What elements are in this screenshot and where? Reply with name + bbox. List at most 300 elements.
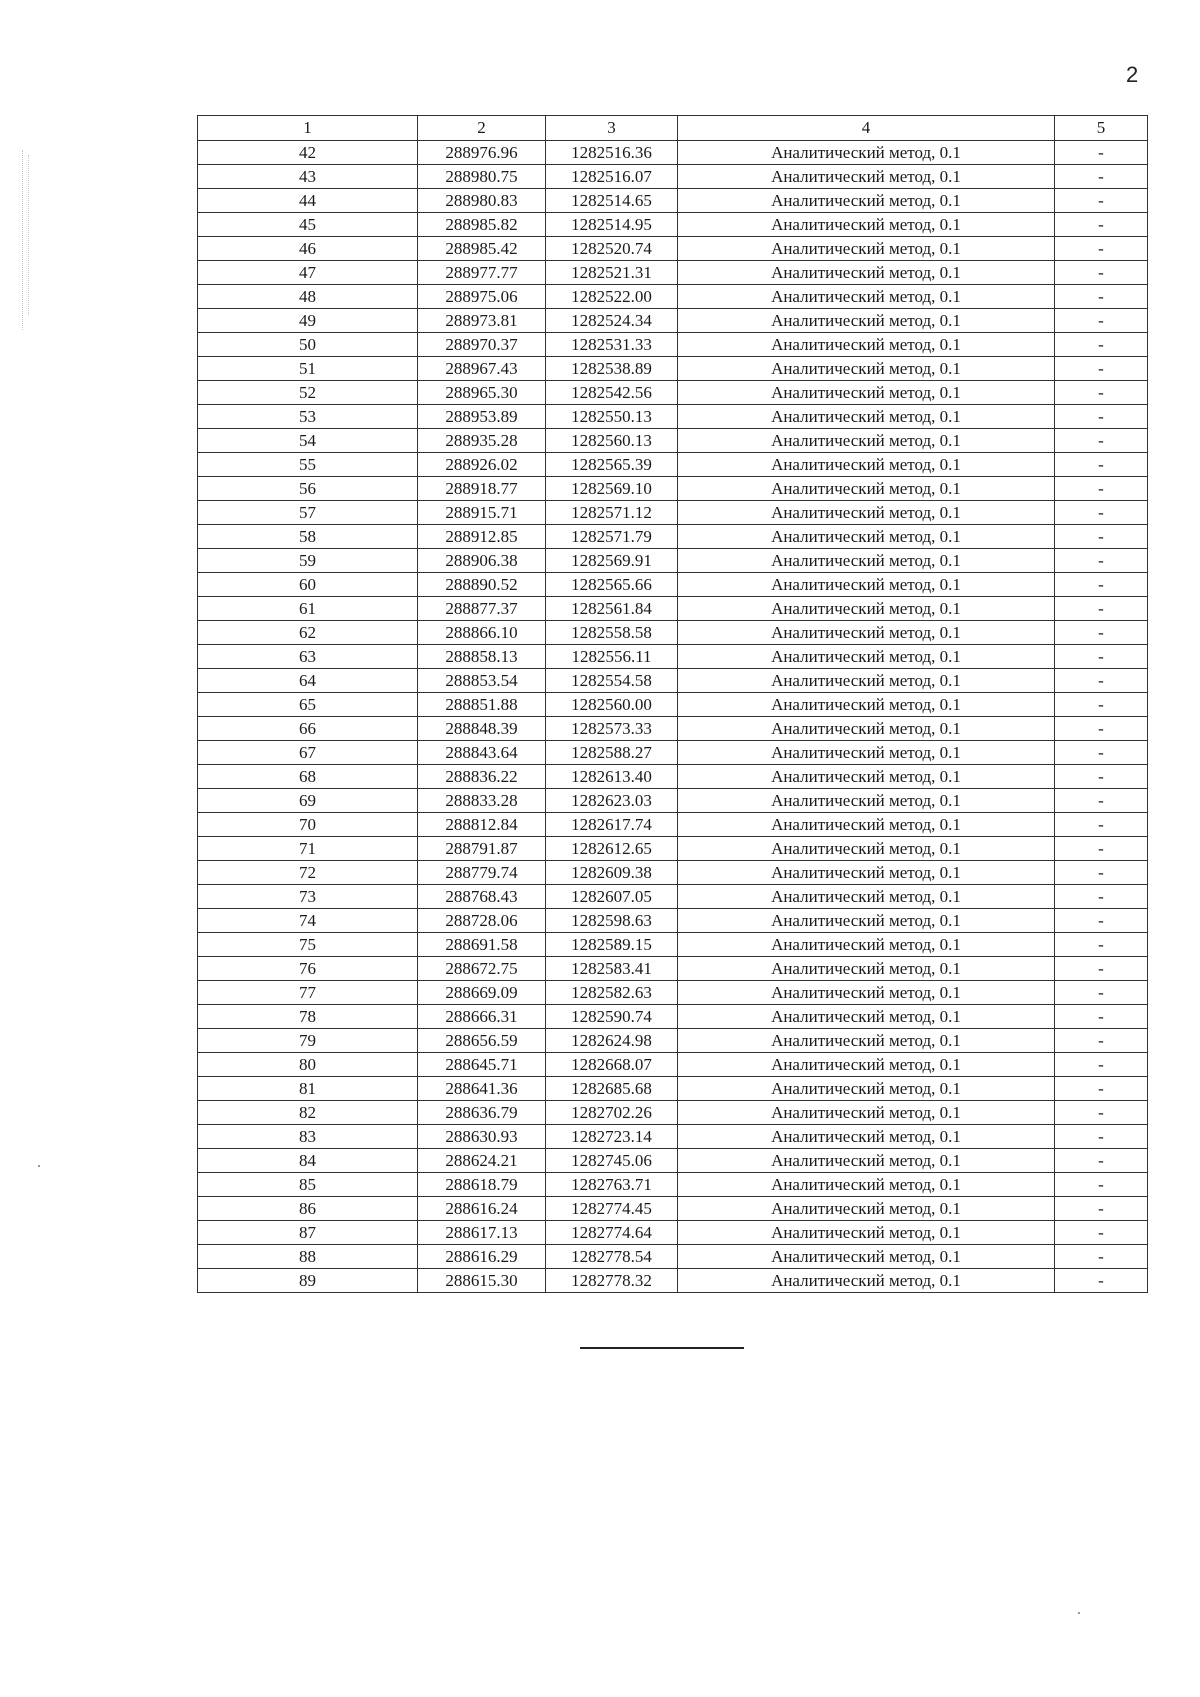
method-cell: Аналитический метод, 0.1 <box>678 333 1055 357</box>
y-coordinate-cell: 1282516.36 <box>546 141 678 165</box>
method-cell: Аналитический метод, 0.1 <box>678 261 1055 285</box>
point-number-cell: 47 <box>198 261 418 285</box>
x-coordinate-cell: 288636.79 <box>418 1101 546 1125</box>
point-number-cell: 87 <box>198 1221 418 1245</box>
x-coordinate-cell: 288645.71 <box>418 1053 546 1077</box>
method-cell: Аналитический метод, 0.1 <box>678 501 1055 525</box>
table-row <box>198 573 1148 597</box>
x-coordinate-cell: 288836.22 <box>418 765 546 789</box>
point-number-cell: 67 <box>198 741 418 765</box>
description-cell: - <box>1055 933 1148 957</box>
table-row <box>198 357 1148 381</box>
method-cell: Аналитический метод, 0.1 <box>678 837 1055 861</box>
point-number-cell: 80 <box>198 1053 418 1077</box>
y-coordinate-cell: 1282763.71 <box>546 1173 678 1197</box>
table-row <box>198 693 1148 717</box>
y-coordinate-cell: 1282623.03 <box>546 789 678 813</box>
description-cell: - <box>1055 645 1148 669</box>
table-row <box>198 1149 1148 1173</box>
point-number-cell: 49 <box>198 309 418 333</box>
y-coordinate-cell: 1282569.91 <box>546 549 678 573</box>
table-row <box>198 861 1148 885</box>
description-cell: - <box>1055 501 1148 525</box>
table-row <box>198 429 1148 453</box>
point-number-cell: 51 <box>198 357 418 381</box>
y-coordinate-cell: 1282558.58 <box>546 621 678 645</box>
point-number-cell: 64 <box>198 669 418 693</box>
table-row <box>198 381 1148 405</box>
column-header-y: 3 <box>546 116 678 141</box>
point-number-cell: 66 <box>198 717 418 741</box>
table-row <box>198 1053 1148 1077</box>
y-coordinate-cell: 1282524.34 <box>546 309 678 333</box>
method-cell: Аналитический метод, 0.1 <box>678 1269 1055 1293</box>
point-number-cell: 74 <box>198 909 418 933</box>
y-coordinate-cell: 1282571.12 <box>546 501 678 525</box>
point-number-cell: 78 <box>198 1005 418 1029</box>
point-number-cell: 43 <box>198 165 418 189</box>
point-number-cell: 76 <box>198 957 418 981</box>
method-cell: Аналитический метод, 0.1 <box>678 981 1055 1005</box>
point-number-cell: 58 <box>198 525 418 549</box>
scan-edge-marks <box>28 155 30 315</box>
method-cell: Аналитический метод, 0.1 <box>678 1005 1055 1029</box>
description-cell: - <box>1055 549 1148 573</box>
point-number-cell: 42 <box>198 141 418 165</box>
point-number-cell: 48 <box>198 285 418 309</box>
x-coordinate-cell: 288630.93 <box>418 1125 546 1149</box>
method-cell: Аналитический метод, 0.1 <box>678 357 1055 381</box>
description-cell: - <box>1055 885 1148 909</box>
x-coordinate-cell: 288656.59 <box>418 1029 546 1053</box>
y-coordinate-cell: 1282565.66 <box>546 573 678 597</box>
y-coordinate-cell: 1282542.56 <box>546 381 678 405</box>
y-coordinate-cell: 1282571.79 <box>546 525 678 549</box>
end-of-document-line <box>580 1347 744 1349</box>
table-row <box>198 957 1148 981</box>
table-row <box>198 909 1148 933</box>
y-coordinate-cell: 1282745.06 <box>546 1149 678 1173</box>
x-coordinate-cell: 288970.37 <box>418 333 546 357</box>
method-cell: Аналитический метод, 0.1 <box>678 861 1055 885</box>
table-row <box>198 405 1148 429</box>
table-row <box>198 285 1148 309</box>
x-coordinate-cell: 288624.21 <box>418 1149 546 1173</box>
y-coordinate-cell: 1282565.39 <box>546 453 678 477</box>
description-cell: - <box>1055 429 1148 453</box>
table-row <box>198 501 1148 525</box>
description-cell: - <box>1055 861 1148 885</box>
y-coordinate-cell: 1282520.74 <box>546 237 678 261</box>
point-number-cell: 65 <box>198 693 418 717</box>
x-coordinate-cell: 288691.58 <box>418 933 546 957</box>
description-cell: - <box>1055 1173 1148 1197</box>
table-row <box>198 1101 1148 1125</box>
description-cell: - <box>1055 165 1148 189</box>
x-coordinate-cell: 288851.88 <box>418 693 546 717</box>
description-cell: - <box>1055 213 1148 237</box>
method-cell: Аналитический метод, 0.1 <box>678 885 1055 909</box>
y-coordinate-cell: 1282554.58 <box>546 669 678 693</box>
description-cell: - <box>1055 381 1148 405</box>
x-coordinate-cell: 288843.64 <box>418 741 546 765</box>
method-cell: Аналитический метод, 0.1 <box>678 429 1055 453</box>
description-cell: - <box>1055 1221 1148 1245</box>
point-number-cell: 53 <box>198 405 418 429</box>
x-coordinate-cell: 288890.52 <box>418 573 546 597</box>
description-cell: - <box>1055 909 1148 933</box>
method-cell: Аналитический метод, 0.1 <box>678 789 1055 813</box>
method-cell: Аналитический метод, 0.1 <box>678 165 1055 189</box>
table-row <box>198 261 1148 285</box>
x-coordinate-cell: 288985.82 <box>418 213 546 237</box>
description-cell: - <box>1055 1005 1148 1029</box>
x-coordinate-cell: 288866.10 <box>418 621 546 645</box>
point-number-cell: 71 <box>198 837 418 861</box>
x-coordinate-cell: 288985.42 <box>418 237 546 261</box>
method-cell: Аналитический метод, 0.1 <box>678 1077 1055 1101</box>
point-number-cell: 88 <box>198 1245 418 1269</box>
table-row <box>198 1197 1148 1221</box>
page-number: 2 <box>1126 62 1139 87</box>
x-coordinate-cell: 288616.29 <box>418 1245 546 1269</box>
x-coordinate-cell: 288877.37 <box>418 597 546 621</box>
y-coordinate-cell: 1282613.40 <box>546 765 678 789</box>
description-cell: - <box>1055 717 1148 741</box>
y-coordinate-cell: 1282531.33 <box>546 333 678 357</box>
point-number-cell: 89 <box>198 1269 418 1293</box>
y-coordinate-cell: 1282538.89 <box>546 357 678 381</box>
method-cell: Аналитический метод, 0.1 <box>678 1029 1055 1053</box>
y-coordinate-cell: 1282556.11 <box>546 645 678 669</box>
method-cell: Аналитический метод, 0.1 <box>678 597 1055 621</box>
x-coordinate-cell: 288768.43 <box>418 885 546 909</box>
point-number-cell: 69 <box>198 789 418 813</box>
y-coordinate-cell: 1282778.54 <box>546 1245 678 1269</box>
point-number-cell: 63 <box>198 645 418 669</box>
y-coordinate-cell: 1282607.05 <box>546 885 678 909</box>
table-row <box>198 213 1148 237</box>
y-coordinate-cell: 1282588.27 <box>546 741 678 765</box>
point-number-cell: 61 <box>198 597 418 621</box>
method-cell: Аналитический метод, 0.1 <box>678 549 1055 573</box>
point-number-cell: 50 <box>198 333 418 357</box>
method-cell: Аналитический метод, 0.1 <box>678 573 1055 597</box>
y-coordinate-cell: 1282723.14 <box>546 1125 678 1149</box>
description-cell: - <box>1055 1077 1148 1101</box>
point-number-cell: 84 <box>198 1149 418 1173</box>
description-cell: - <box>1055 789 1148 813</box>
method-cell: Аналитический метод, 0.1 <box>678 453 1055 477</box>
description-cell: - <box>1055 285 1148 309</box>
y-coordinate-cell: 1282560.00 <box>546 693 678 717</box>
method-cell: Аналитический метод, 0.1 <box>678 213 1055 237</box>
point-number-cell: 52 <box>198 381 418 405</box>
y-coordinate-cell: 1282598.63 <box>546 909 678 933</box>
description-cell: - <box>1055 573 1148 597</box>
x-coordinate-cell: 288976.96 <box>418 141 546 165</box>
x-coordinate-cell: 288858.13 <box>418 645 546 669</box>
x-coordinate-cell: 288906.38 <box>418 549 546 573</box>
table-row <box>198 1245 1148 1269</box>
table-header-row <box>198 116 1148 141</box>
description-cell: - <box>1055 1245 1148 1269</box>
table-row <box>198 1221 1148 1245</box>
method-cell: Аналитический метод, 0.1 <box>678 765 1055 789</box>
table-row <box>198 669 1148 693</box>
point-number-cell: 73 <box>198 885 418 909</box>
method-cell: Аналитический метод, 0.1 <box>678 645 1055 669</box>
method-cell: Аналитический метод, 0.1 <box>678 669 1055 693</box>
y-coordinate-cell: 1282561.84 <box>546 597 678 621</box>
table-row <box>198 453 1148 477</box>
y-coordinate-cell: 1282582.63 <box>546 981 678 1005</box>
y-coordinate-cell: 1282516.07 <box>546 165 678 189</box>
description-cell: - <box>1055 261 1148 285</box>
y-coordinate-cell: 1282560.13 <box>546 429 678 453</box>
y-coordinate-cell: 1282609.38 <box>546 861 678 885</box>
method-cell: Аналитический метод, 0.1 <box>678 477 1055 501</box>
point-number-cell: 68 <box>198 765 418 789</box>
table-row <box>198 165 1148 189</box>
table-row <box>198 1269 1148 1293</box>
coordinates-table <box>197 115 1148 1293</box>
y-coordinate-cell: 1282612.65 <box>546 837 678 861</box>
y-coordinate-cell: 1282569.10 <box>546 477 678 501</box>
method-cell: Аналитический метод, 0.1 <box>678 741 1055 765</box>
y-coordinate-cell: 1282590.74 <box>546 1005 678 1029</box>
description-cell: - <box>1055 477 1148 501</box>
description-cell: - <box>1055 597 1148 621</box>
y-coordinate-cell: 1282550.13 <box>546 405 678 429</box>
table-row <box>198 885 1148 909</box>
method-cell: Аналитический метод, 0.1 <box>678 957 1055 981</box>
description-cell: - <box>1055 1269 1148 1293</box>
description-cell: - <box>1055 1197 1148 1221</box>
x-coordinate-cell: 288912.85 <box>418 525 546 549</box>
point-number-cell: 83 <box>198 1125 418 1149</box>
description-cell: - <box>1055 1029 1148 1053</box>
table-body <box>198 141 1148 1293</box>
table-row <box>198 789 1148 813</box>
description-cell: - <box>1055 453 1148 477</box>
point-number-cell: 57 <box>198 501 418 525</box>
description-cell: - <box>1055 333 1148 357</box>
method-cell: Аналитический метод, 0.1 <box>678 1197 1055 1221</box>
description-cell: - <box>1055 1053 1148 1077</box>
x-coordinate-cell: 288953.89 <box>418 405 546 429</box>
x-coordinate-cell: 288617.13 <box>418 1221 546 1245</box>
table-row <box>198 765 1148 789</box>
method-cell: Аналитический метод, 0.1 <box>678 381 1055 405</box>
point-number-cell: 72 <box>198 861 418 885</box>
x-coordinate-cell: 288669.09 <box>418 981 546 1005</box>
description-cell: - <box>1055 741 1148 765</box>
table-row <box>198 1125 1148 1149</box>
column-header-method: 4 <box>678 116 1055 141</box>
description-cell: - <box>1055 765 1148 789</box>
y-coordinate-cell: 1282514.95 <box>546 213 678 237</box>
y-coordinate-cell: 1282668.07 <box>546 1053 678 1077</box>
scan-edge-marks <box>22 150 24 330</box>
scan-speck <box>38 1165 40 1167</box>
table-row <box>198 645 1148 669</box>
y-coordinate-cell: 1282617.74 <box>546 813 678 837</box>
description-cell: - <box>1055 525 1148 549</box>
y-coordinate-cell: 1282778.32 <box>546 1269 678 1293</box>
table-row <box>198 1005 1148 1029</box>
y-coordinate-cell: 1282522.00 <box>546 285 678 309</box>
method-cell: Аналитический метод, 0.1 <box>678 189 1055 213</box>
method-cell: Аналитический метод, 0.1 <box>678 1221 1055 1245</box>
table-row <box>198 1077 1148 1101</box>
x-coordinate-cell: 288812.84 <box>418 813 546 837</box>
table-row <box>198 741 1148 765</box>
point-number-cell: 86 <box>198 1197 418 1221</box>
method-cell: Аналитический метод, 0.1 <box>678 525 1055 549</box>
method-cell: Аналитический метод, 0.1 <box>678 933 1055 957</box>
method-cell: Аналитический метод, 0.1 <box>678 141 1055 165</box>
x-coordinate-cell: 288672.75 <box>418 957 546 981</box>
x-coordinate-cell: 288980.75 <box>418 165 546 189</box>
point-number-cell: 60 <box>198 573 418 597</box>
scan-speck <box>1078 1612 1080 1614</box>
x-coordinate-cell: 288915.71 <box>418 501 546 525</box>
description-cell: - <box>1055 189 1148 213</box>
table-row <box>198 837 1148 861</box>
method-cell: Аналитический метод, 0.1 <box>678 621 1055 645</box>
point-number-cell: 46 <box>198 237 418 261</box>
table-row <box>198 141 1148 165</box>
table-row <box>198 333 1148 357</box>
table-row <box>198 933 1148 957</box>
x-coordinate-cell: 288848.39 <box>418 717 546 741</box>
description-cell: - <box>1055 837 1148 861</box>
method-cell: Аналитический метод, 0.1 <box>678 405 1055 429</box>
point-number-cell: 62 <box>198 621 418 645</box>
y-coordinate-cell: 1282521.31 <box>546 261 678 285</box>
method-cell: Аналитический метод, 0.1 <box>678 1053 1055 1077</box>
method-cell: Аналитический метод, 0.1 <box>678 1173 1055 1197</box>
description-cell: - <box>1055 357 1148 381</box>
column-header-point-number: 1 <box>198 116 418 141</box>
x-coordinate-cell: 288853.54 <box>418 669 546 693</box>
table-row <box>198 621 1148 645</box>
method-cell: Аналитический метод, 0.1 <box>678 309 1055 333</box>
x-coordinate-cell: 288618.79 <box>418 1173 546 1197</box>
description-cell: - <box>1055 981 1148 1005</box>
method-cell: Аналитический метод, 0.1 <box>678 1245 1055 1269</box>
x-coordinate-cell: 288975.06 <box>418 285 546 309</box>
table-row <box>198 309 1148 333</box>
x-coordinate-cell: 288980.83 <box>418 189 546 213</box>
point-number-cell: 56 <box>198 477 418 501</box>
x-coordinate-cell: 288641.36 <box>418 1077 546 1101</box>
description-cell: - <box>1055 957 1148 981</box>
x-coordinate-cell: 288967.43 <box>418 357 546 381</box>
table-row <box>198 549 1148 573</box>
point-number-cell: 85 <box>198 1173 418 1197</box>
method-cell: Аналитический метод, 0.1 <box>678 1149 1055 1173</box>
method-cell: Аналитический метод, 0.1 <box>678 693 1055 717</box>
point-number-cell: 55 <box>198 453 418 477</box>
point-number-cell: 54 <box>198 429 418 453</box>
table-row <box>198 597 1148 621</box>
y-coordinate-cell: 1282583.41 <box>546 957 678 981</box>
description-cell: - <box>1055 309 1148 333</box>
table-row <box>198 981 1148 1005</box>
y-coordinate-cell: 1282685.68 <box>546 1077 678 1101</box>
method-cell: Аналитический метод, 0.1 <box>678 813 1055 837</box>
table-row <box>198 1029 1148 1053</box>
x-coordinate-cell: 288779.74 <box>418 861 546 885</box>
x-coordinate-cell: 288926.02 <box>418 453 546 477</box>
y-coordinate-cell: 1282589.15 <box>546 933 678 957</box>
point-number-cell: 81 <box>198 1077 418 1101</box>
description-cell: - <box>1055 669 1148 693</box>
description-cell: - <box>1055 1125 1148 1149</box>
column-header-x: 2 <box>418 116 546 141</box>
point-number-cell: 82 <box>198 1101 418 1125</box>
table-row <box>198 1173 1148 1197</box>
table-row <box>198 237 1148 261</box>
x-coordinate-cell: 288973.81 <box>418 309 546 333</box>
point-number-cell: 59 <box>198 549 418 573</box>
table-row <box>198 525 1148 549</box>
point-number-cell: 79 <box>198 1029 418 1053</box>
x-coordinate-cell: 288616.24 <box>418 1197 546 1221</box>
x-coordinate-cell: 288615.30 <box>418 1269 546 1293</box>
column-header-description: 5 <box>1055 116 1148 141</box>
x-coordinate-cell: 288791.87 <box>418 837 546 861</box>
method-cell: Аналитический метод, 0.1 <box>678 1101 1055 1125</box>
y-coordinate-cell: 1282702.26 <box>546 1101 678 1125</box>
table-row <box>198 717 1148 741</box>
y-coordinate-cell: 1282514.65 <box>546 189 678 213</box>
method-cell: Аналитический метод, 0.1 <box>678 909 1055 933</box>
description-cell: - <box>1055 1149 1148 1173</box>
table-row <box>198 477 1148 501</box>
point-number-cell: 75 <box>198 933 418 957</box>
x-coordinate-cell: 288918.77 <box>418 477 546 501</box>
description-cell: - <box>1055 405 1148 429</box>
table-row <box>198 189 1148 213</box>
description-cell: - <box>1055 813 1148 837</box>
x-coordinate-cell: 288977.77 <box>418 261 546 285</box>
x-coordinate-cell: 288935.28 <box>418 429 546 453</box>
point-number-cell: 45 <box>198 213 418 237</box>
method-cell: Аналитический метод, 0.1 <box>678 285 1055 309</box>
y-coordinate-cell: 1282624.98 <box>546 1029 678 1053</box>
point-number-cell: 70 <box>198 813 418 837</box>
x-coordinate-cell: 288833.28 <box>418 789 546 813</box>
x-coordinate-cell: 288666.31 <box>418 1005 546 1029</box>
table-row <box>198 813 1148 837</box>
x-coordinate-cell: 288728.06 <box>418 909 546 933</box>
point-number-cell: 44 <box>198 189 418 213</box>
description-cell: - <box>1055 621 1148 645</box>
method-cell: Аналитический метод, 0.1 <box>678 717 1055 741</box>
y-coordinate-cell: 1282573.33 <box>546 717 678 741</box>
x-coordinate-cell: 288965.30 <box>418 381 546 405</box>
point-number-cell: 77 <box>198 981 418 1005</box>
description-cell: - <box>1055 141 1148 165</box>
method-cell: Аналитический метод, 0.1 <box>678 237 1055 261</box>
y-coordinate-cell: 1282774.64 <box>546 1221 678 1245</box>
description-cell: - <box>1055 1101 1148 1125</box>
y-coordinate-cell: 1282774.45 <box>546 1197 678 1221</box>
description-cell: - <box>1055 693 1148 717</box>
